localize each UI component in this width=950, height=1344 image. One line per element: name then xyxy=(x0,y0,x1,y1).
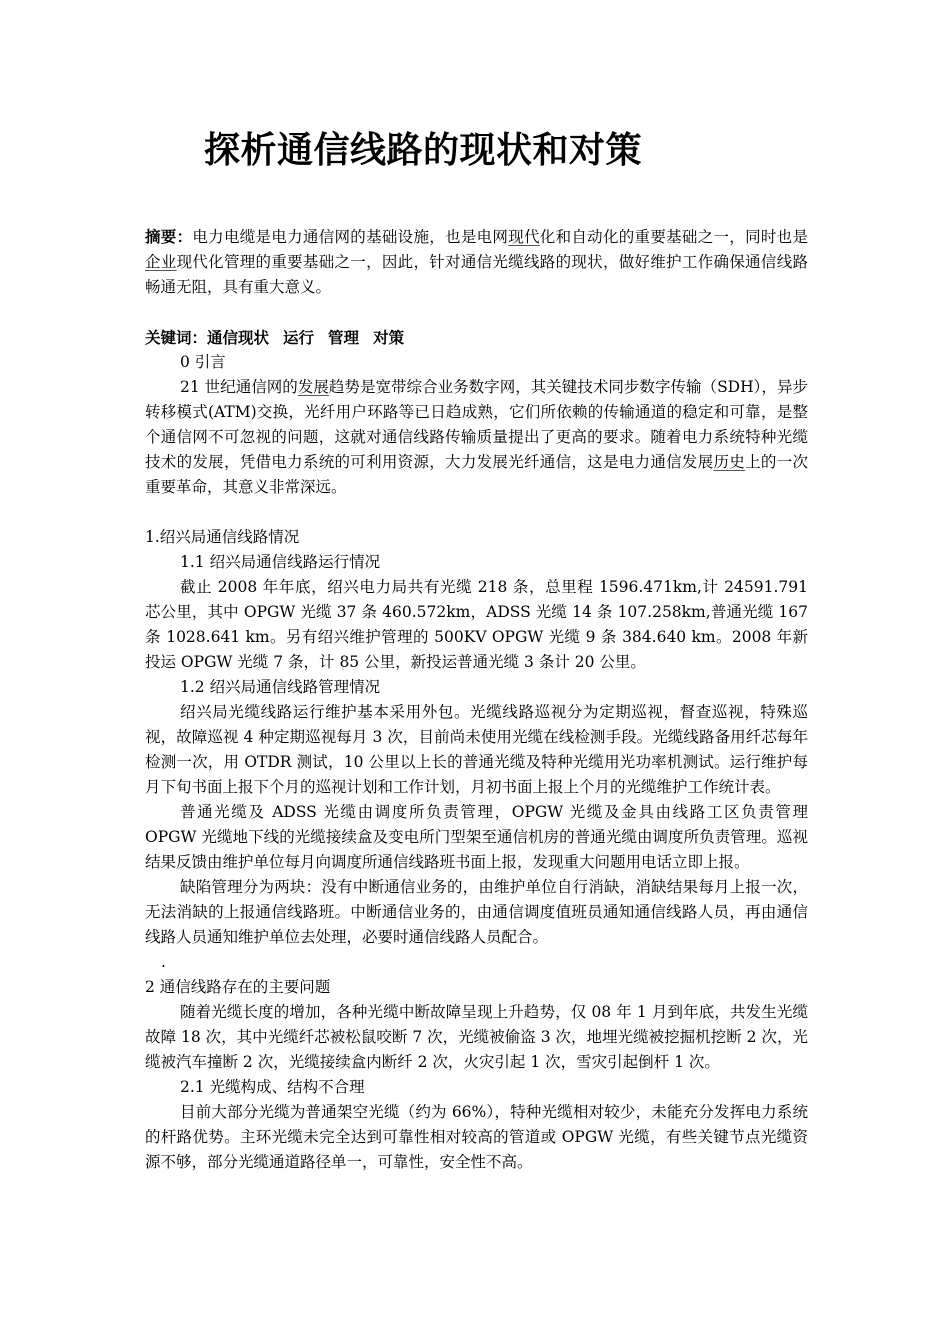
section1-1-paragraph: 截止 2008 年年底，绍兴电力局共有光缆 218 条，总里程 1596.471km,计 24591.791 芯公里，其中 OPGW 光缆 37 条 460.572km，ADSS 光缆 14 条 107.258km,普通光缆 167 条 1028.641 km。另有绍兴维护管理的 500KV OPGW 光缆 9 条 384.640 km。2008 年新投运 OPGW 光缆 7 条，计 85 公里，新投运普通光缆 3 条计 20 公里。 xyxy=(145,578,808,671)
keyword-3: 管理 xyxy=(328,328,360,347)
intro-text-3: 上的一次重要革命，其意义非常深远。 xyxy=(145,453,808,496)
intro-link-development[interactable]: 发展 xyxy=(297,378,329,396)
abstract-link-modern[interactable]: 现代 xyxy=(508,228,540,246)
section2-1-paragraph: 目前大部分光缆为普通架空光缆（约为 66%），特种光缆相对较少，未能充分发挥电力系统的杆路优势。主环光缆未完全达到可靠性相对较高的管道或 OPGW 光缆，有些关键节点光缆资源不够，部分光缆通道路径单一，可靠性，安全性不高。 xyxy=(145,1103,808,1171)
spacer xyxy=(145,500,808,525)
abstract-text-1: 电力电缆是电力通信网的基础设施，也是电网 xyxy=(192,228,509,246)
abstract-paragraph xyxy=(145,224,808,300)
document-body xyxy=(145,224,808,1175)
section1-2-paragraph-2: 普通光缆及 ADSS 光缆由调度所负责管理，OPGW 光缆及金具由线路工区负责管理 OPGW 光缆地下线的光缆接续盒及变电所门型架至通信机房的普通光缆由调度所负责管理。巡视结果反馈由维护单位每月向调度所通信线路班书面上报，发现重大问题用电话立即上报。 xyxy=(145,803,808,871)
section2-1-heading: 2.1 光缆构成、结构不合理 xyxy=(180,1078,365,1096)
section1-2-paragraph-3: 缺陷管理分为两块：没有中断通信业务的，由维护单位自行消缺，消缺结果每月上报一次，无法消缺的上报通信线路班。中断通信业务的，由通信调度值班员通知通信线路人员，再由通信线路人员通知维护单位去处理，必要时通信线路人员配合。 xyxy=(145,878,808,946)
section1-heading: 1.绍兴局通信线路情况 xyxy=(145,528,300,546)
keywords-label: 关键词： xyxy=(145,328,208,347)
abstract-text-3: 现代化管理的重要基础之一，因此，针对通信光缆线路的现状，做好维护工作确保通信线路畅通无阻，具有重大意义。 xyxy=(145,253,808,296)
section1-2-paragraph-1: 绍兴局光缆线路运行维护基本采用外包。光缆线路巡视分为定期巡视，督查巡视，特殊巡视，故障巡视 4 种定期巡视每月 3 次，目前尚未使用光缆在线检测手段。光缆线路备用纤芯每年检测一次，用 OTDR 测试，10 公里以上长的普通光缆及特种光缆用光功率机测试。运行维护每月下旬书面上报下个月的巡视计划和工作计划，月初书面上报上个月的光缆维护工作统计表。 xyxy=(145,703,808,796)
intro-heading: 0 引言 xyxy=(180,353,226,371)
section2-paragraph: 随着光缆长度的增加，各种光缆中断故障呈现上升趋势，仅 08 年 1 月到年底，共发生光缆故障 18 次，其中光缆纤芯被松鼠咬断 7 次，光缆被偷盗 3 次，地埋光缆被挖掘机挖断 2 次，光缆被汽车撞断 2 次，光缆接续盒内断纤 2 次，火灾引起 1 次，雪灾引起倒杆 1 次。 xyxy=(145,1003,808,1071)
spacer xyxy=(145,300,808,325)
intro-paragraph xyxy=(145,375,808,500)
abstract-link-enterprise[interactable]: 企业 xyxy=(145,253,177,271)
section1-2-heading: 1.2 绍兴局通信线路管理情况 xyxy=(180,678,381,696)
intro-link-history[interactable]: 历史 xyxy=(713,453,746,471)
document-title: 探析通信线路的现状和对策 xyxy=(204,130,643,171)
abstract-label: 摘要： xyxy=(145,227,193,246)
keywords-line xyxy=(145,325,808,350)
intro-text-2: 趋势是宽带综合业务数字网，其关键技术同步数字传输（SDH），异步转移模式(ATM)交换，光纤用户环路等已日趋成熟，它们所依赖的传输通道的稳定和可靠，是整个通信网不可忽视的问题，这就对通信线路传输质量提出了更高的要求。随着电力系统特种光缆技术的发展，凭借电力系统的可利用资源，大力发展光纤通信，这是电力通信发展 xyxy=(145,378,808,471)
section2-heading: 2 通信线路存在的主要问题 xyxy=(145,978,331,996)
stray-dot: . xyxy=(161,953,166,971)
keyword-1: 通信现状 xyxy=(207,328,270,347)
keyword-4: 对策 xyxy=(373,328,405,347)
section1-1-heading: 1.1 绍兴局通信线路运行情况 xyxy=(180,553,381,571)
intro-text-1: 21 世纪通信网的 xyxy=(180,378,298,396)
abstract-text-2: 化和自动化的重要基础之一，同时也是 xyxy=(539,228,808,246)
keyword-2: 运行 xyxy=(283,328,315,347)
